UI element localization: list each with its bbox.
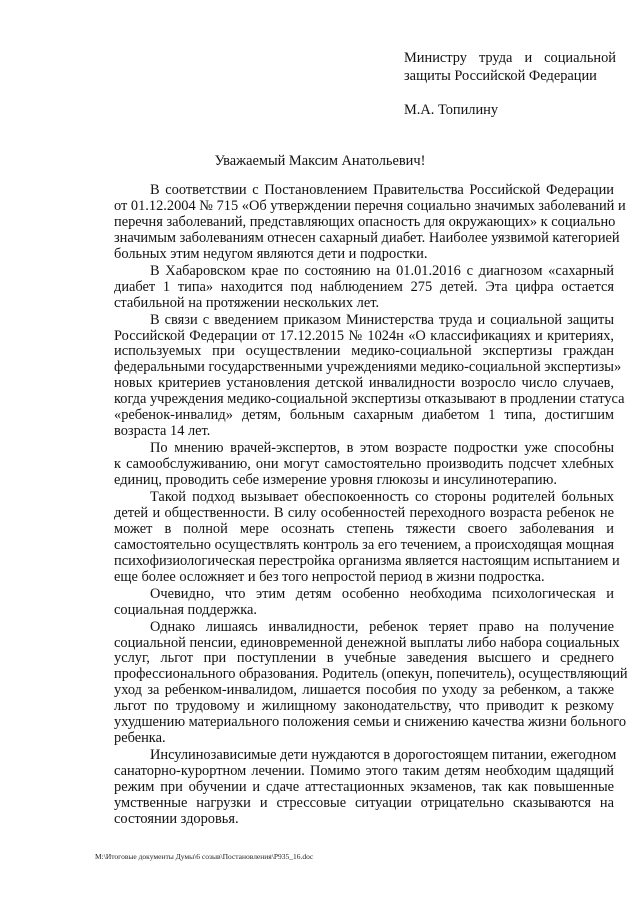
paragraph (114, 311, 625, 440)
paragraph-line: диабет 1 типа» находится под наблюдением 275 детей. Эта цифра остается (114, 278, 614, 295)
paragraph-line: В связи с введением приказом Министерства труда и социальной защиты (150, 311, 614, 328)
paragraph-line: профессионального образования. Родитель (опекун, попечитель), осуществляющий (114, 666, 628, 683)
salutation: Уважаемый Максим Анатольевич! (214, 153, 426, 169)
paragraph-line: услуг, льгот при поступлении в учебные заведения высшего и среднего (114, 650, 614, 667)
paragraph-line: к самообслуживанию, они могут самостоятельно производить подсчет хлебных (114, 455, 614, 472)
addressee-block (404, 49, 616, 85)
paragraph-line: возраста 14 лет. (114, 422, 211, 439)
paragraph-line: состоянии здоровья. (114, 810, 239, 827)
paragraph-line: используемых при осуществлении медико-социальной экспертизы граждан (114, 343, 614, 360)
file-path-footer: М:\Итоговые документы Думы\6 созыв\Постановления\P935_16.doc (95, 852, 314, 861)
paragraph (114, 618, 628, 747)
paragraph (114, 747, 617, 828)
paragraph (114, 441, 614, 489)
paragraph-line: самостоятельно осуществлять контроль за его течением, а происходящая мощная (114, 536, 614, 553)
paragraph-line: новых критериев установления детской инвалидности возросло число случаев, (114, 375, 614, 392)
paragraph-line: «ребенок-инвалид» детям, больным сахарным диабетом 1 типа, достигшим (114, 407, 614, 424)
paragraph-line: режим при обучении и сдаче аттестационных экзаменов, так как повышенные (114, 778, 614, 795)
paragraph-line: В Хабаровском крае по состоянию на 01.01.2016 с диагнозом «сахарный (150, 262, 614, 279)
paragraph-line: федеральными государственными учреждениями медико-социальной экспертизы» (114, 359, 622, 376)
paragraph (114, 488, 620, 585)
paragraph-line: уход за ребенком-инвалидом, лишается пособия по уходу за ребенком, а также (114, 682, 614, 699)
paragraph-line: льгот по трудовому и жилищному законодательству, что приводит к резкому (114, 698, 614, 715)
paragraph-line: социальной пенсии, единовременной денежной выплаты либо набора социальных (114, 634, 620, 651)
paragraph-line: перечня заболеваний, представляющих опасность для окружающих» к социально (114, 213, 616, 230)
recipient-name: М.А. Топилину (404, 102, 499, 118)
paragraph-line: социальная поддержка. (114, 601, 257, 618)
paragraph-line: может в полной мере осознать степень тяжести своего заболевания и (114, 520, 614, 537)
paragraph-line: Очевидно, что этим детям особенно необходима психологическая и (150, 585, 614, 602)
addressee-line: защиты Российской Федерации (404, 68, 597, 84)
letter-body (114, 182, 628, 829)
paragraph-line: значимым заболеваниям отнесен сахарный диабет. Наиболее уязвимой категорией (114, 229, 620, 246)
paragraph-line: ребенка. (114, 729, 166, 746)
paragraph-line: еще более осложняет и без того непростой период в жизни подростка. (114, 568, 545, 585)
paragraph-line: Инсулинозависимые дети нуждаются в дорогостоящем питании, ежегодном (150, 747, 617, 764)
paragraph-line: Российской Федерации от 17.12.2015 № 1024н «О классификациях и критериях, (114, 327, 614, 344)
paragraph-line: Однако лишаясь инвалидности, ребенок теряет право на получение (150, 618, 614, 635)
paragraph-line: больных этим недугом являются дети и подростки. (114, 245, 428, 262)
paragraph-line: санаторно-курортном лечении. Помимо этого таким детям необходим щадящий (114, 762, 614, 779)
paragraph-line: когда учреждения медико-социальной экспертизы отказывают в продлении статуса (114, 391, 625, 408)
paragraph-line: В соответствии с Постановлением Правительства Российской Федерации (150, 182, 614, 198)
paragraph-line: от 01.12.2004 № 715 «Об утверждении перечня социально значимых заболеваний и (114, 197, 626, 214)
addressee-line: Министру труда и социальной (404, 50, 616, 66)
paragraph (114, 264, 614, 312)
paragraph-line: умственные нагрузки и стрессовые ситуации отрицательно сказываются на (114, 794, 614, 811)
paragraph-line: единиц, проводить себе измерение уровня глюкозы и инсулинотерапию. (114, 471, 557, 488)
paragraph-line: психофизиологическая перестройка организма является настоящим испытанием и (114, 552, 620, 569)
paragraph-line: Такой подход вызывает обеспокоенность со стороны родителей больных (150, 488, 614, 505)
paragraph-line: стабильной на протяжении нескольких лет. (114, 294, 380, 311)
paragraph-line: детей и общественности. В силу особенностей переходного возраста ребенок не (114, 504, 614, 521)
paragraph (114, 587, 614, 619)
paragraph (114, 182, 626, 263)
paragraph-line: По мнению врачей-экспертов, в этом возрасте подростки уже способны (150, 440, 614, 457)
paragraph-line: ухудшению материального положения семьи и снижению качества жизни больного (114, 714, 627, 731)
